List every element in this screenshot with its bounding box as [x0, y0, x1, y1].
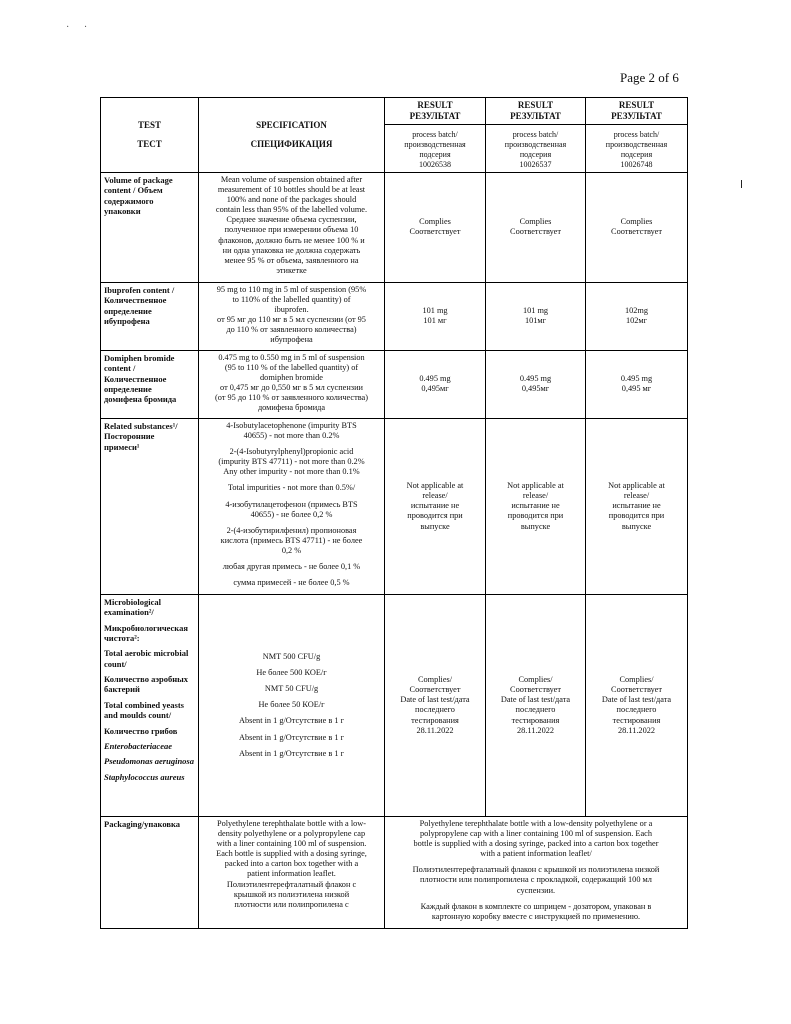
- table-row: [101, 418, 688, 594]
- table-row: [101, 282, 688, 350]
- header-result-1: RESULT РЕЗУЛЬТАТ process batch/ производственная подсерия 10026538: [385, 98, 486, 173]
- result-related-1: Not applicable at release/ испытание не проводится при выпуске: [385, 418, 486, 594]
- result-volume-3: Complies Соответствует: [586, 172, 688, 282]
- scan-mark: [741, 180, 742, 188]
- result-ibuprofen-2: 101 mg 101мг: [486, 282, 586, 350]
- result-volume-2: Complies Соответствует: [486, 172, 586, 282]
- batch-1: process batch/ производственная подсерия 10026538: [404, 129, 466, 169]
- spec-packaging: Polyethylene terephthalate bottle with a low- density polyethylene or a polypropylene cap with a liner containing 100 ml of suspension. Each bottle is supplied with a dosing syringe, packed into a carton box together with a patient information leaflet. Полиэтилентерефталатный флакон с крышкой из полиэтилена низкой плотности или полипропилена с: [199, 816, 385, 928]
- page-number: Page 2 of 6: [620, 70, 679, 85]
- spec-volume: Mean volume of suspension obtained after measurement of 10 bottles should be at least 100% and none of the packages should contain less than 95% of the labelled volume. Среднее значение объема суспензии, полученное при измерении объема 10 флаконов, должно быть не менее 100 % и ни одна упаковка не должна содержать менее 95 % от объема, заявленного на этикетке: [199, 172, 385, 282]
- test-results-table: [100, 97, 688, 929]
- result-micro-2: Complies/ Соответствует Date of last test/дата последнего тестирования 28.11.2022: [486, 594, 586, 816]
- result-related-3: Not applicable at release/ испытание не проводится при выпуске: [586, 418, 688, 594]
- table-row: [101, 350, 688, 418]
- batch-2: process batch/ производственная подсерия 10026537: [504, 129, 567, 169]
- header-result-2: RESULT РЕЗУЛЬТАТ process batch/ производственная подсерия 10026537: [486, 98, 586, 173]
- table-row: [101, 816, 688, 928]
- result-micro-3: Complies/ Соответствует Date of last test/дата последнего тестирования 28.11.2022: [586, 594, 688, 816]
- header-specification: SPECIFICATION СПЕЦИФИКАЦИЯ: [199, 98, 385, 173]
- test-name-packaging: Packaging/упаковка: [101, 816, 199, 928]
- test-name-domiphen: Domiphen bromide content / Количественное определение домифена бромида: [101, 350, 199, 418]
- result-ibuprofen-1: 101 mg 101 мг: [385, 282, 486, 350]
- header-test: TEST ТЕСТ: [101, 98, 199, 173]
- result-packaging: Polyethylene terephthalate bottle with a low-density polyethylene or a polypropylene cap with a liner containing 100 ml of suspension. Each bottle is supplied with a dosing syringe, packed into a carton box together with a patient information leaflet/ Полиэтилентерефталатный флакон с крышкой из полиэтилена низкой плотности или полипропилена с прокладкой, содержащий 100 мл суспензии. Каждый флакон в комплекте со шприцем - дозатором, упакован в картонную коробку вместе с инструкцией по применению.: [385, 816, 688, 928]
- spec-ibuprofen: 95 mg to 110 mg in 5 ml of suspension (95% to 110% of the labelled quantity) of ibuprofen. от 95 мг до 110 мг в 5 мл суспензии (от 95 до 110 % от заявленного количества) ибупрофена: [199, 282, 385, 350]
- result-domiphen-2: 0.495 mg 0,495мг: [486, 350, 586, 418]
- table-row: [101, 172, 688, 282]
- test-name-micro: Microbiological examination²/ Микробиологическая чистота²: Total aerobic microbial count/ Количество аэробных бактерий Total combined yeasts and moulds count/ Количество грибов Enterobacteriaceae Pseudomonas aeruginosa Staphylococcus aureus: [101, 594, 199, 816]
- result-volume-1: Complies Соответствует: [385, 172, 486, 282]
- result-ibuprofen-3: 102mg 102мг: [586, 282, 688, 350]
- spec-micro: NMT 500 CFU/g Не более 500 КОЕ/г NMT 50 CFU/g Не более 50 КОЕ/г Absent in 1 g/Отсутствие в 1 г Absent in 1 g/Отсутствие в 1 г Absent in 1 g/Отсутствие в 1 г: [199, 594, 385, 816]
- header-row: [101, 98, 688, 173]
- test-name-ibuprofen: Ibuprofen content / Количественное определение ибупрофена: [101, 282, 199, 350]
- result-micro-1: Complies/ Соответствует Date of last test/дата последнего тестирования 28.11.2022: [385, 594, 486, 816]
- result-domiphen-3: 0.495 mg 0,495 мг: [586, 350, 688, 418]
- spec-domiphen: 0.475 mg to 0.550 mg in 5 ml of suspension (95 to 110 % of the labelled quantity) of domiphen bromide от 0,475 мг до 0,550 мг в 5 мл суспензии (от 95 до 110 % от заявленного количества) домифена бромида: [199, 350, 385, 418]
- result-related-2: Not applicable at release/ испытание не проводится при выпуске: [486, 418, 586, 594]
- result-domiphen-1: 0.495 mg 0,495мг: [385, 350, 486, 418]
- header-result-3: RESULT РЕЗУЛЬТАТ process batch/ производственная подсерия 10026748: [586, 98, 688, 173]
- test-name-volume: Volume of package content / Объем содержимого упаковки: [101, 172, 199, 282]
- table-row: [101, 594, 688, 816]
- scan-specks: · ·: [66, 22, 94, 33]
- spec-related: 4-Isobutylacetophenone (impurity BTS 40655) - not more than 0.2% 2-(4-Isobutyrylphenyl)propionic acid (impurity BTS 47711) - not more than 0.2% Any other impurity - not more than 0.1% Total impurities - not more than 0.5%/ 4-изобутилацетофенон (примесь BTS 40655) - не более 0,2 % 2-(4-изобутирилфенил) пропионовая кислота (примесь BTS 47711) - не более 0,2 % любая другая примесь - не более 0,1 % сумма примесей - не более 0,5 %: [199, 418, 385, 594]
- batch-3: process batch/ производственная подсерия 10026748: [605, 129, 668, 169]
- test-name-related: Related substances¹/ Посторонние примеси¹: [101, 418, 199, 594]
